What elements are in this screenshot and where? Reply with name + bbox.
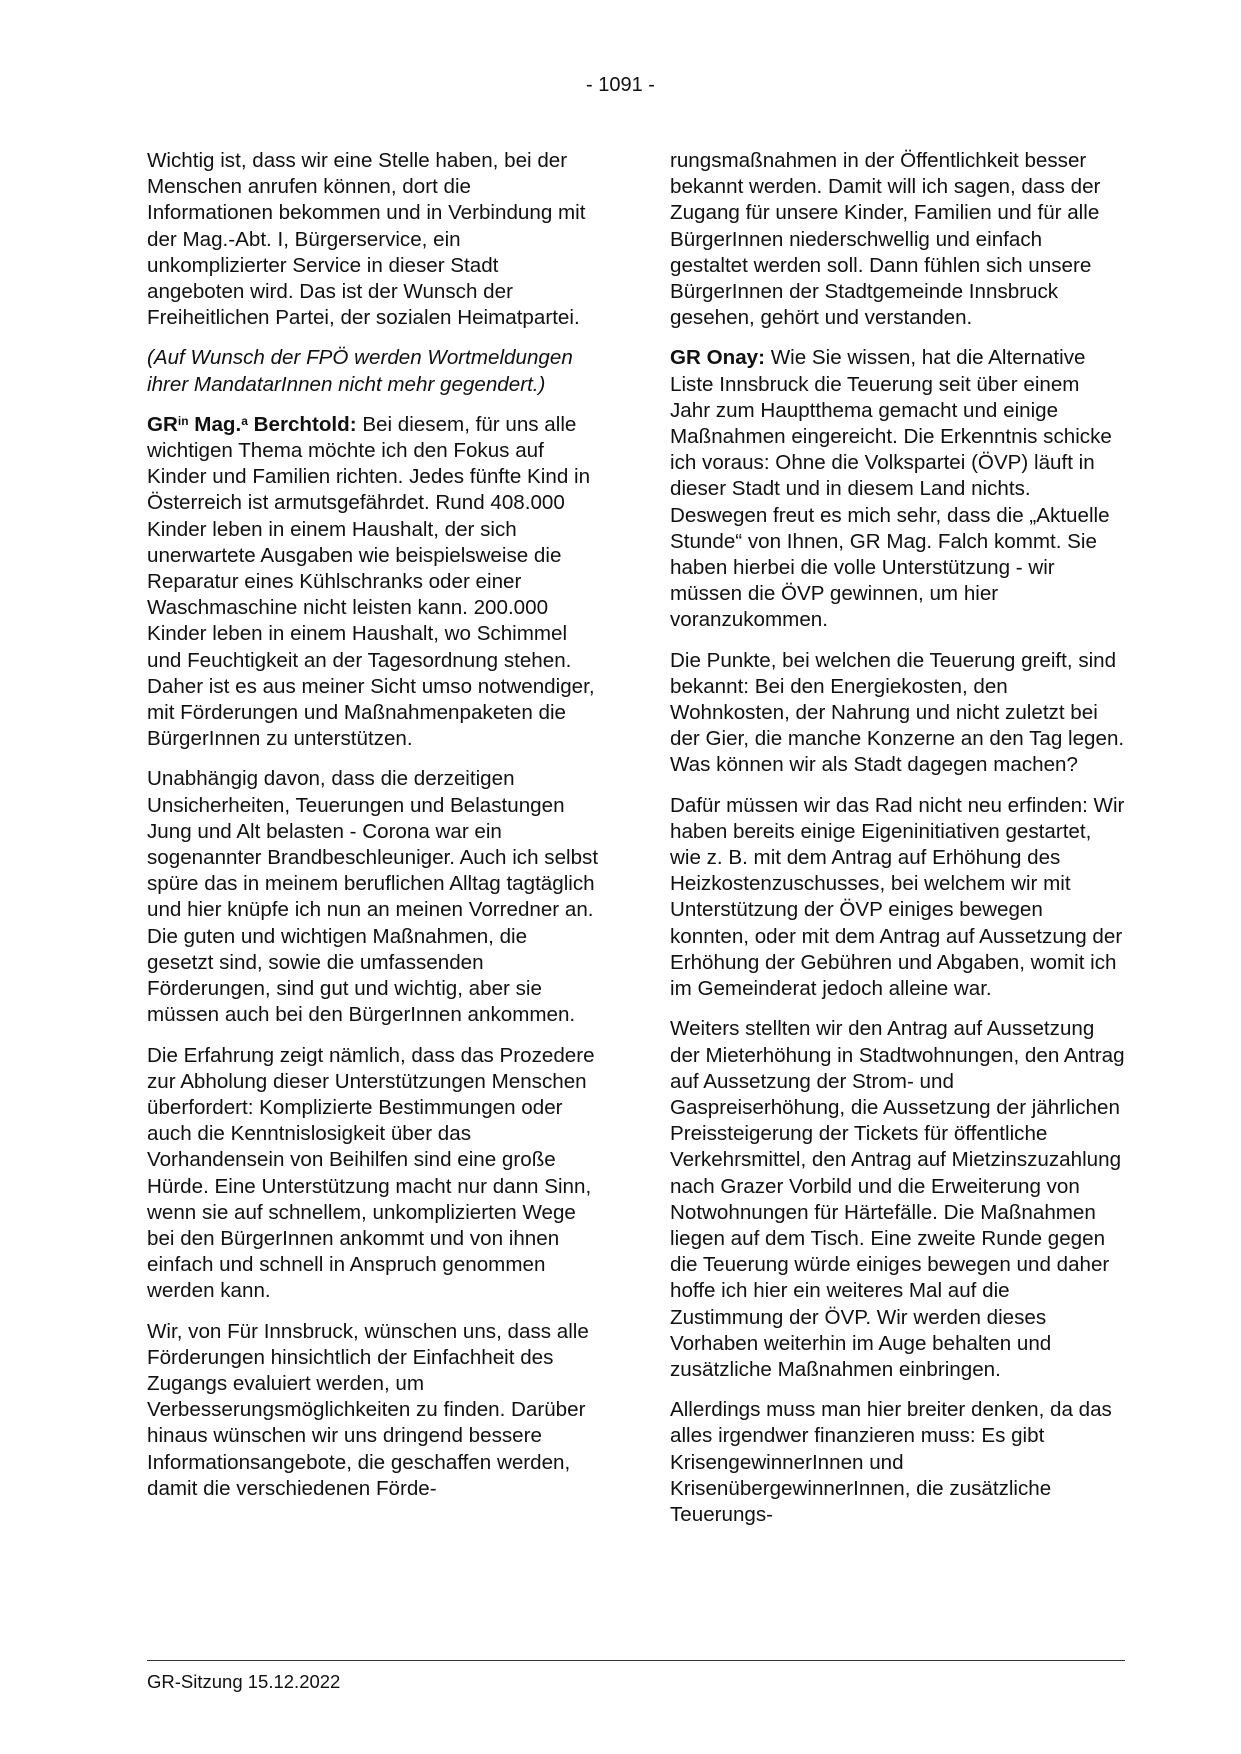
paragraph: Wir, von Für Innsbruck, wünschen uns, dass alle Förderungen hinsichtlich der Einfachheit des Zugangs evaluiert werden, um Verbesserungsmöglichkeiten zu finden. Darüber hinaus wünschen wir uns dringend bessere Informationsangebote, die geschaffen werden, damit die verschiedenen Förde- [147, 1319, 589, 1500]
paragraph: Die Punkte, bei welchen die Teuerung greift, sind bekannt: Bei den Energiekosten, den Wohnkosten, der Nahrung und nicht zuletzt bei der Gier, die manche Konzerne an den Tag legen. Was können wir als Stadt dagegen machen? [670, 648, 1125, 777]
paragraph: Weiters stellten wir den Antrag auf Aussetzung der Mieterhöhung in Stadtwohnungen, den Antrag auf Aussetzung der Strom- und Gaspreiserhöhung, die Aussetzung der jährlichen Preissteigerung der Tickets für öffentliche Verkehrsmittel, den Antrag auf Mietzinszuzahlung nach Grazer Vorbild und die Erweiterung von Notwohnungen für Härtefälle. Die Maßnahmen liegen auf dem Tisch. Eine zweite Runde gegen die Teuerung würde einiges bewegen und daher hoffe ich hier ein weiteres Mal auf die Zustimmung der ÖVP. Wir werden dieses Vorhaben weiterhin im Auge behalten und zusätzliche Maßnahmen einbringen. [670, 1017, 1125, 1381]
speaker-suffix: Berchtold: [247, 412, 357, 436]
editorial-note: (Auf Wunsch der FPÖ werden Wortmeldungen ihrer MandatarInnen nicht mehr gegendert.) [147, 346, 573, 396]
speaker-name: GR Onay: [670, 346, 765, 370]
left-column [147, 148, 599, 1516]
paragraph: Wichtig ist, dass wir eine Stelle haben, bei der Menschen anrufen können, dort die Informationen bekommen und in Verbindung mit der Mag.-Abt. I, Bürgerservice, ein unkomplizierter Service in dieser Stadt angeboten wird. Das ist der Wunsch der Freiheitlichen Partei, der sozialen Heimatpartei. [147, 149, 586, 330]
paragraph: Dafür müssen wir das Rad nicht neu erfinden: Wir haben bereits einige Eigeninitiativen gestartet, wie z. B. mit dem Antrag auf Erhöhung des Heizkostenzuschusses, bei welchem wir mit Unterstützung der ÖVP einiges bewegen konnten, oder mit dem Antrag auf Aussetzung der Erhöhung der Gebühren und Abgaben, womit ich im Gemeinderat jedoch alleine war. [670, 793, 1125, 1001]
speaker-sup: in [177, 413, 189, 428]
speech-text: Bei diesem, für uns alle wichtigen Thema möchte ich den Fokus auf Kinder und Familien richten. Jedes fünfte Kind in Österreich ist armutsgefährdet. Rund 408.000 Kinder leben in einem Haushalt, der sich unerwartete Ausgaben wie beispielsweise die Reparatur eines Kühlschranks oder einer Waschmaschine nicht leisten kann. 200.000 Kinder leben in einem Haushalt, wo Schimmel und Feuchtigkeit an der Tagesordnung stehen. Daher ist es aus meiner Sicht umso notwendiger, mit Förderungen und Maßnahmenpaketen die BürgerInnen zu unterstützen. [147, 412, 595, 751]
speaker-sup: a [241, 413, 248, 428]
paragraph: Unabhängig davon, dass die derzeitigen Unsicherheiten, Teuerungen und Belastungen Jung und Alt belasten - Corona war ein sogenannter Brandbeschleuniger. Auch ich selbst spüre das in meinem beruflichen Alltag tagtäglich und hier knüpfe ich nun an meinen Vorredner an. Die guten und wichtigen Maßnahmen, die gesetzt sind, sowie die umfassenden Förderungen, sind gut und wichtig, aber sie müssen auch bei den BürgerInnen ankommen. [147, 767, 599, 1027]
right-column [670, 148, 1125, 1542]
speech-text: Wie Sie wissen, hat die Alternative Liste Innsbruck die Teuerung seit über einem Jahr zum Hauptthema gemacht und einige Maßnahmen eingereicht. Die Erkenntnis schicke ich voraus: Ohne die Volkspartei (ÖVP) läuft in dieser Stadt und in diesem Land nichts. Deswegen freut es mich sehr, dass die „Aktuelle Stunde“ von Ihnen, GR Mag. Falch kommt. Sie haben hierbei die volle Unterstützung - wir müssen die ÖVP gewinnen, um hier voranzukommen. [670, 346, 1112, 632]
speaker-mid: Mag. [188, 412, 242, 436]
footer-divider [147, 1660, 1125, 1661]
paragraph: rungsmaßnahmen in der Öffentlichkeit besser bekannt werden. Damit will ich sagen, dass der Zugang für unsere Kinder, Familien und für alle BürgerInnen niederschwellig und einfach gestaltet werden soll. Dann fühlen sich unsere BürgerInnen der Stadtgemeinde Innsbruck gesehen, gehört und verstanden. [670, 149, 1101, 330]
speaker-name [147, 413, 357, 436]
paragraph-berchtold [147, 412, 599, 753]
paragraph-onay [670, 345, 1125, 633]
paragraph: Allerdings muss man hier breiter denken, da das alles irgendwer finanzieren muss: Es gibt KrisengewinnerInnen und KrisenübergewinnerInnen, die zusätzliche Teuerungs- [670, 1398, 1112, 1526]
page-number: - 1091 - [586, 74, 655, 96]
footer-session-date: GR-Sitzung 15.12.2022 [147, 1671, 341, 1692]
speaker-prefix: GR [147, 412, 178, 436]
paragraph: Die Erfahrung zeigt nämlich, dass das Prozedere zur Abholung dieser Unterstützungen Menschen überfordert: Komplizierte Bestimmungen oder auch die Kenntnislosigkeit über das Vorhandensein von Beihilfen sind eine große Hürde. Eine Unterstützung macht nur dann Sinn, wenn sie auf schnellem, unkomplizierten Wege bei den BürgerInnen ankommt und von ihnen einfach und schnell in Anspruch genommen werden kann. [147, 1043, 595, 1303]
